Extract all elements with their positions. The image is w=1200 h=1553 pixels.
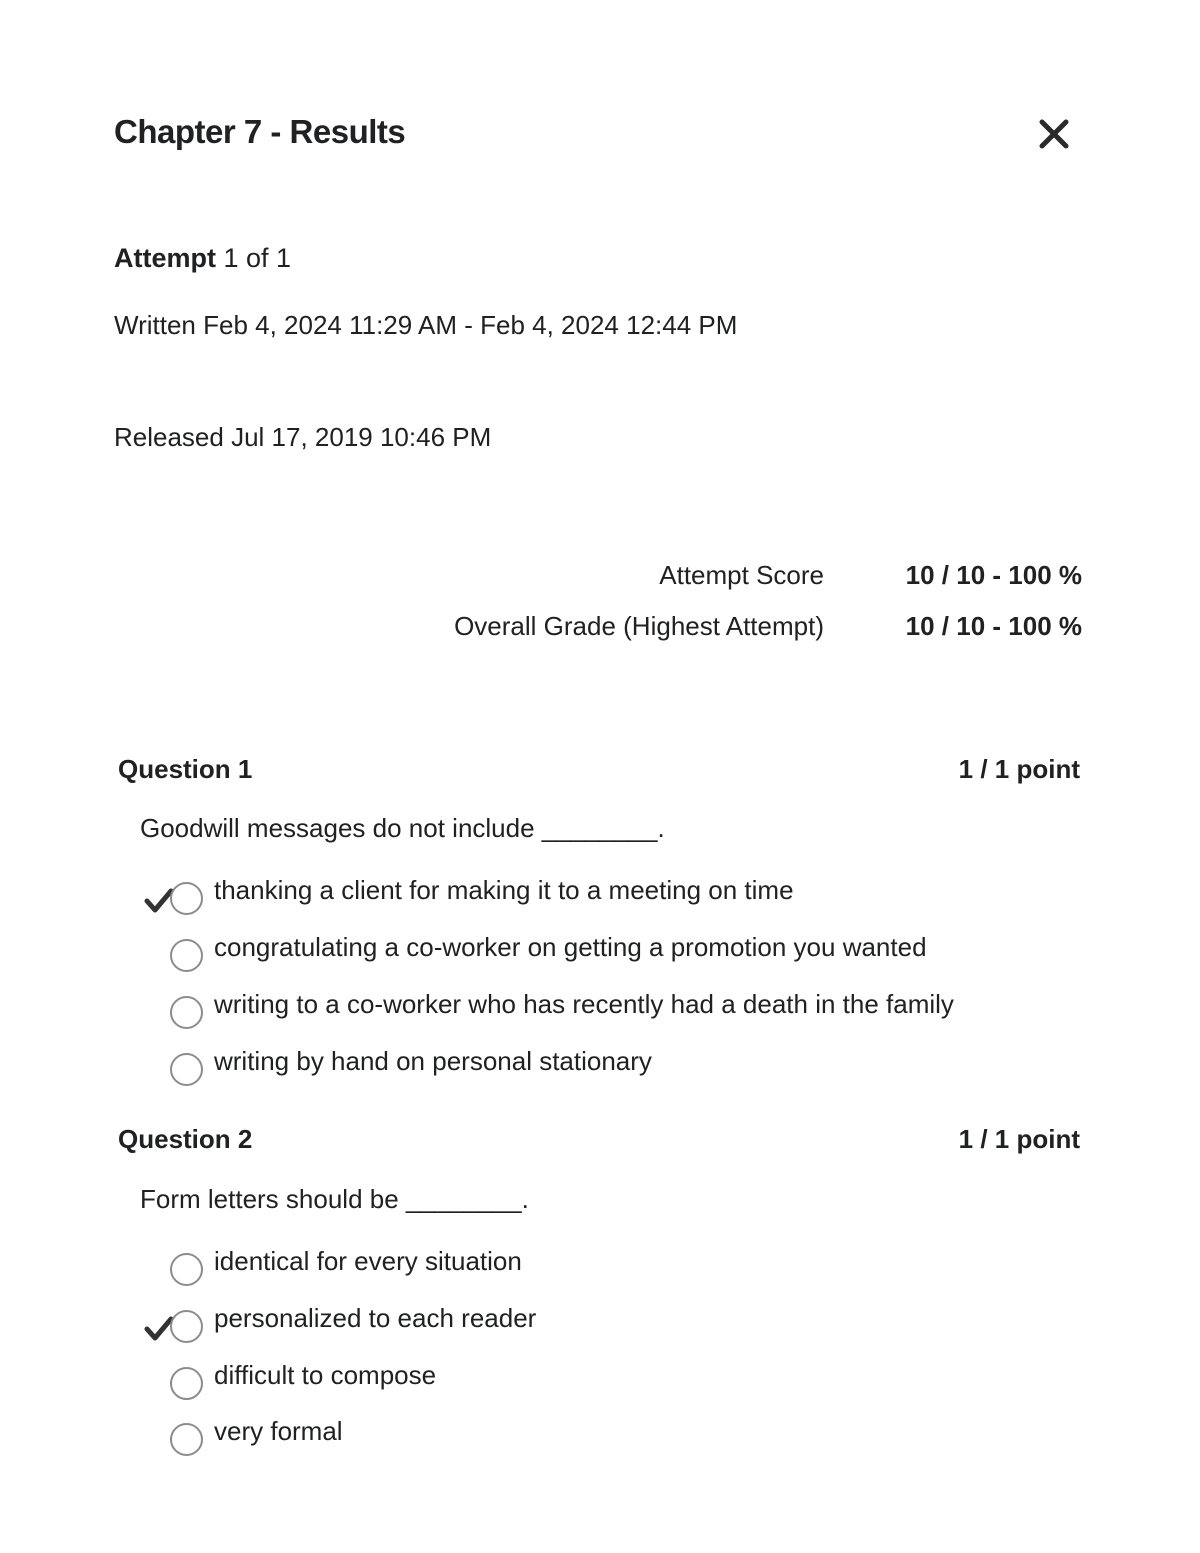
option-label: personalized to each reader — [214, 1303, 537, 1333]
close-icon — [1038, 118, 1070, 150]
radio-button-icon — [170, 1053, 203, 1086]
radio-button-icon — [170, 996, 203, 1029]
page-title: Chapter 7 - Results — [114, 113, 406, 150]
option-label: difficult to compose — [214, 1360, 437, 1390]
question-1-points: 1 / 1 point — [958, 754, 1080, 784]
option-label: very formal — [214, 1416, 343, 1446]
question-1-option-4 — [140, 1047, 1100, 1093]
question-2-option-1 — [140, 1247, 1100, 1293]
attempt-score-value: 10 / 10 - 100 % — [905, 560, 1082, 590]
radio-button-icon — [170, 1423, 203, 1456]
question-2-option-4 — [140, 1417, 1100, 1463]
radio-button-icon — [170, 1310, 203, 1343]
overall-grade-label: Overall Grade (Highest Attempt) — [454, 611, 824, 641]
attempt-score-label: Attempt Score — [659, 560, 824, 590]
question-2-option-2 — [140, 1304, 1100, 1350]
option-label: writing to a co-worker who has recently had a death in the family — [214, 989, 954, 1019]
question-2-option-3 — [140, 1361, 1100, 1407]
attempt-number: 1 of 1 — [216, 243, 292, 273]
question-1-option-3 — [140, 990, 1100, 1036]
radio-button-icon — [170, 882, 203, 915]
overall-grade-value: 10 / 10 - 100 % — [905, 611, 1082, 641]
question-1-option-2 — [140, 933, 1100, 979]
question-1-text: Goodwill messages do not include ________. — [140, 813, 665, 843]
question-2-text: Form letters should be ________. — [140, 1184, 529, 1214]
close-button[interactable] — [1032, 112, 1076, 156]
question-1-option-1 — [140, 876, 1100, 922]
question-1-title: Question 1 — [118, 754, 253, 784]
option-label: writing by hand on personal stationary — [214, 1046, 652, 1076]
written-date: Written Feb 4, 2024 11:29 AM - Feb 4, 2024 12:44 PM — [114, 310, 738, 340]
question-2-title: Question 2 — [118, 1124, 253, 1154]
radio-button-icon — [170, 939, 203, 972]
released-date: Released Jul 17, 2019 10:46 PM — [114, 422, 492, 452]
radio-button-icon — [170, 1367, 203, 1400]
question-2-points: 1 / 1 point — [958, 1124, 1080, 1154]
attempt-label: Attempt — [114, 243, 216, 273]
option-label: identical for every situation — [214, 1246, 522, 1276]
option-label: thanking a client for making it to a meeting on time — [214, 875, 794, 905]
option-label: congratulating a co-worker on getting a promotion you wanted — [214, 932, 927, 962]
radio-button-icon — [170, 1253, 203, 1286]
attempt-count — [114, 240, 291, 276]
